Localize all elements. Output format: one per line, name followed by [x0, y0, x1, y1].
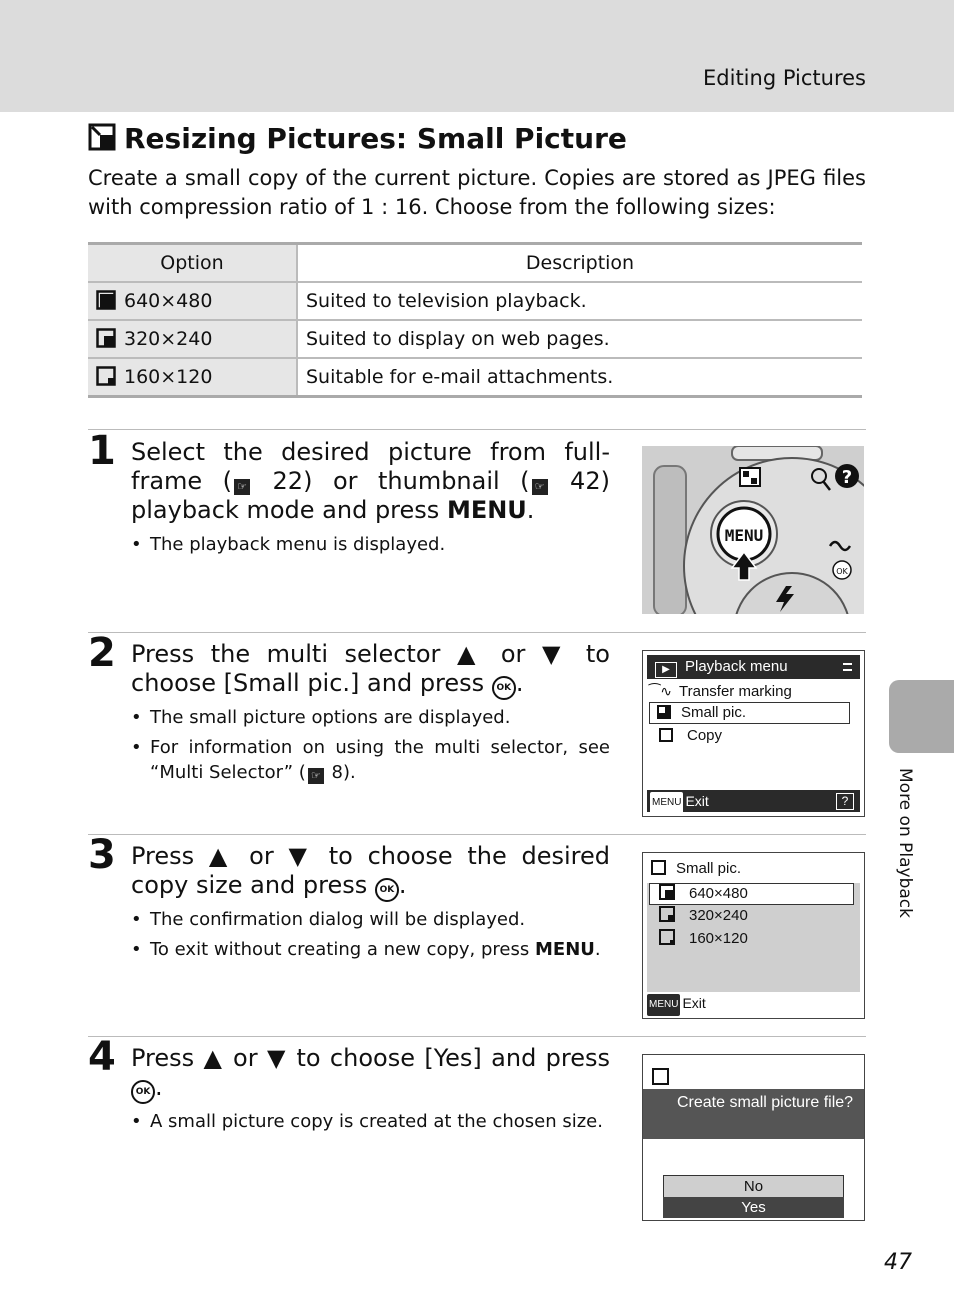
small-pic-size-screen [642, 852, 865, 1019]
step-3-instruction: Press ▲ or ▼ to choose the desired copy size and press OK . [131, 842, 610, 902]
size-options-table [88, 242, 862, 398]
dialog-option-yes[interactable]: Yes [663, 1197, 844, 1218]
step-text: ) playback mode and press [131, 467, 610, 524]
small-picture-icon [657, 705, 671, 719]
copy-icon [659, 728, 673, 742]
confirm-message: Create small picture file? [643, 1089, 864, 1139]
confirm-dialog-screen [642, 1054, 865, 1221]
ok-button-icon: OK [131, 1080, 155, 1104]
ok-button-icon: OK [492, 676, 516, 700]
size-640-icon [96, 290, 116, 310]
step-divider [88, 1036, 866, 1037]
option-label: 160×120 [124, 366, 213, 388]
step-text: Select the desired picture from full-frame ( [131, 438, 610, 495]
menu-button-icon: MENU [650, 792, 683, 814]
screen-title: Small pic. [676, 860, 742, 877]
step-1-notes [131, 532, 610, 562]
list-item: • To exit without creating a new copy, press MENU. [131, 937, 610, 962]
menu-button-icon: MENU [647, 994, 680, 1016]
menu-item-label: Transfer marking [679, 683, 792, 700]
page-ref-number: 22 [272, 467, 304, 495]
description-cell: Suited to television playback. [297, 282, 862, 320]
note-text: For information on using the multi selector, see “Multi Selector” ( [150, 737, 610, 783]
menu-item-label: Copy [687, 727, 723, 744]
small-pic-title [651, 859, 741, 879]
step-text: ) or thumbnail ( [303, 467, 530, 495]
size-option-label: 320×240 [689, 907, 748, 924]
transfer-icon: ⁀∿ [649, 683, 672, 699]
ok-button-icon: OK [375, 878, 399, 902]
option-label: 640×480 [124, 290, 213, 312]
page-number: 47 [884, 1250, 912, 1275]
size-640-icon [659, 884, 675, 900]
exit-label: Exit [685, 793, 709, 809]
option-cell [88, 320, 297, 358]
size-option-160[interactable] [659, 928, 748, 950]
option-cell [88, 358, 297, 397]
list-item: • The confirmation dialog will be displayed. [131, 907, 610, 932]
step-number: 3 [88, 832, 116, 878]
step-4-notes [131, 1109, 610, 1139]
page-ref-number: 42 [570, 467, 601, 495]
size-options-panel [647, 883, 860, 992]
page-title-text: Resizing Pictures: Small Picture [124, 122, 627, 155]
page-reference-icon: ☞ [308, 768, 324, 784]
step-3-notes [131, 907, 610, 967]
menu-key-label: MENU [534, 939, 595, 960]
size-320-icon [659, 906, 675, 922]
small-picture-icon [652, 1068, 669, 1085]
scrollbar-icon [843, 663, 852, 671]
step-4-instruction: Press ▲ or ▼ to choose [Yes] and press OK . [131, 1044, 610, 1104]
camera-menu-button-label: MENU [724, 526, 764, 545]
size-option-320[interactable] [659, 905, 748, 927]
page-reference-icon: ☞ [532, 479, 548, 495]
step-number: 4 [88, 1034, 116, 1080]
step-number: 2 [88, 630, 116, 676]
step-2-instruction: Press the multi selector ▲ or ▼ to choose [Small pic.] and press OK . [131, 640, 610, 700]
playback-menu-footer [647, 790, 860, 812]
help-icon: ? [836, 793, 854, 810]
column-header-option: Option [88, 244, 297, 283]
option-label: 320×240 [124, 328, 213, 350]
note-text: 8). [331, 762, 356, 783]
dialog-option-no[interactable]: No [663, 1175, 844, 1198]
small-picture-icon [88, 123, 116, 151]
size-320-icon [96, 328, 116, 348]
exit-label: Exit [682, 995, 706, 1011]
size-160-icon [659, 929, 675, 945]
table-row [88, 320, 862, 358]
size-option-label: 640×480 [689, 885, 748, 902]
small-pic-footer [647, 992, 706, 1014]
play-icon: ▶ [655, 662, 677, 678]
note-text: To exit without creating a new copy, press [150, 939, 530, 960]
intro-paragraph: Create a small copy of the current picture. Copies are stored as JPEG files with compression ratio of 1 : 16. Choose from the following sizes: [88, 166, 866, 219]
section-title: Editing Pictures [703, 66, 866, 90]
table-header-row [88, 244, 862, 283]
step-text: Press ▲ or ▼ to choose the desired copy size and press [131, 842, 610, 899]
chapter-label-text: More on Playback [895, 768, 915, 918]
camera-back-illustration [642, 446, 864, 614]
step-2-notes [131, 705, 610, 790]
size-option-640[interactable] [659, 883, 748, 905]
camera-ok-button-label: OK [836, 567, 848, 576]
menu-item-copy[interactable] [659, 725, 722, 747]
page-reference-icon: ☞ [234, 479, 250, 495]
list-item: • A small picture copy is created at the chosen size. [131, 1109, 610, 1134]
table-row [88, 282, 862, 320]
step-divider [88, 632, 866, 633]
menu-item-label: Small pic. [681, 704, 747, 721]
list-item: • The small picture options are displayed. [131, 705, 610, 730]
step-number: 1 [88, 428, 116, 474]
size-160-icon [96, 366, 116, 386]
page-title [88, 122, 627, 155]
chapter-tab [889, 680, 954, 753]
playback-menu-screen [642, 650, 865, 817]
step-text: Press ▲ or ▼ to choose [Yes] and press [131, 1044, 610, 1072]
screen-title: Playback menu [685, 658, 788, 675]
description-cell: Suitable for e-mail attachments. [297, 358, 862, 397]
menu-item-small-pic[interactable] [657, 702, 746, 724]
column-header-description: Description [297, 244, 862, 283]
step-1-instruction: Select the desired picture from full-frame ( ☞ 22) or thumbnail ( ☞ 42) playback mode and press MENU. [131, 438, 610, 524]
chapter-label [895, 768, 915, 928]
svg-text:?: ? [841, 467, 853, 488]
menu-key-label: MENU [446, 496, 527, 524]
small-picture-icon [651, 860, 666, 875]
list-item [131, 735, 610, 785]
step-divider [88, 834, 866, 835]
step-divider [88, 429, 866, 430]
step-text: Press the multi selector ▲ or ▼ to choose [Small pic.] and press [131, 640, 610, 697]
list-item: • The playback menu is displayed. [131, 532, 610, 557]
playback-menu-title-bar [647, 655, 860, 679]
menu-item-transfer-marking[interactable] [649, 680, 792, 702]
size-option-label: 160×120 [689, 930, 748, 947]
description-cell: Suited to display on web pages. [297, 320, 862, 358]
option-cell [88, 282, 297, 320]
table-row [88, 358, 862, 397]
page-header-band [0, 0, 954, 112]
